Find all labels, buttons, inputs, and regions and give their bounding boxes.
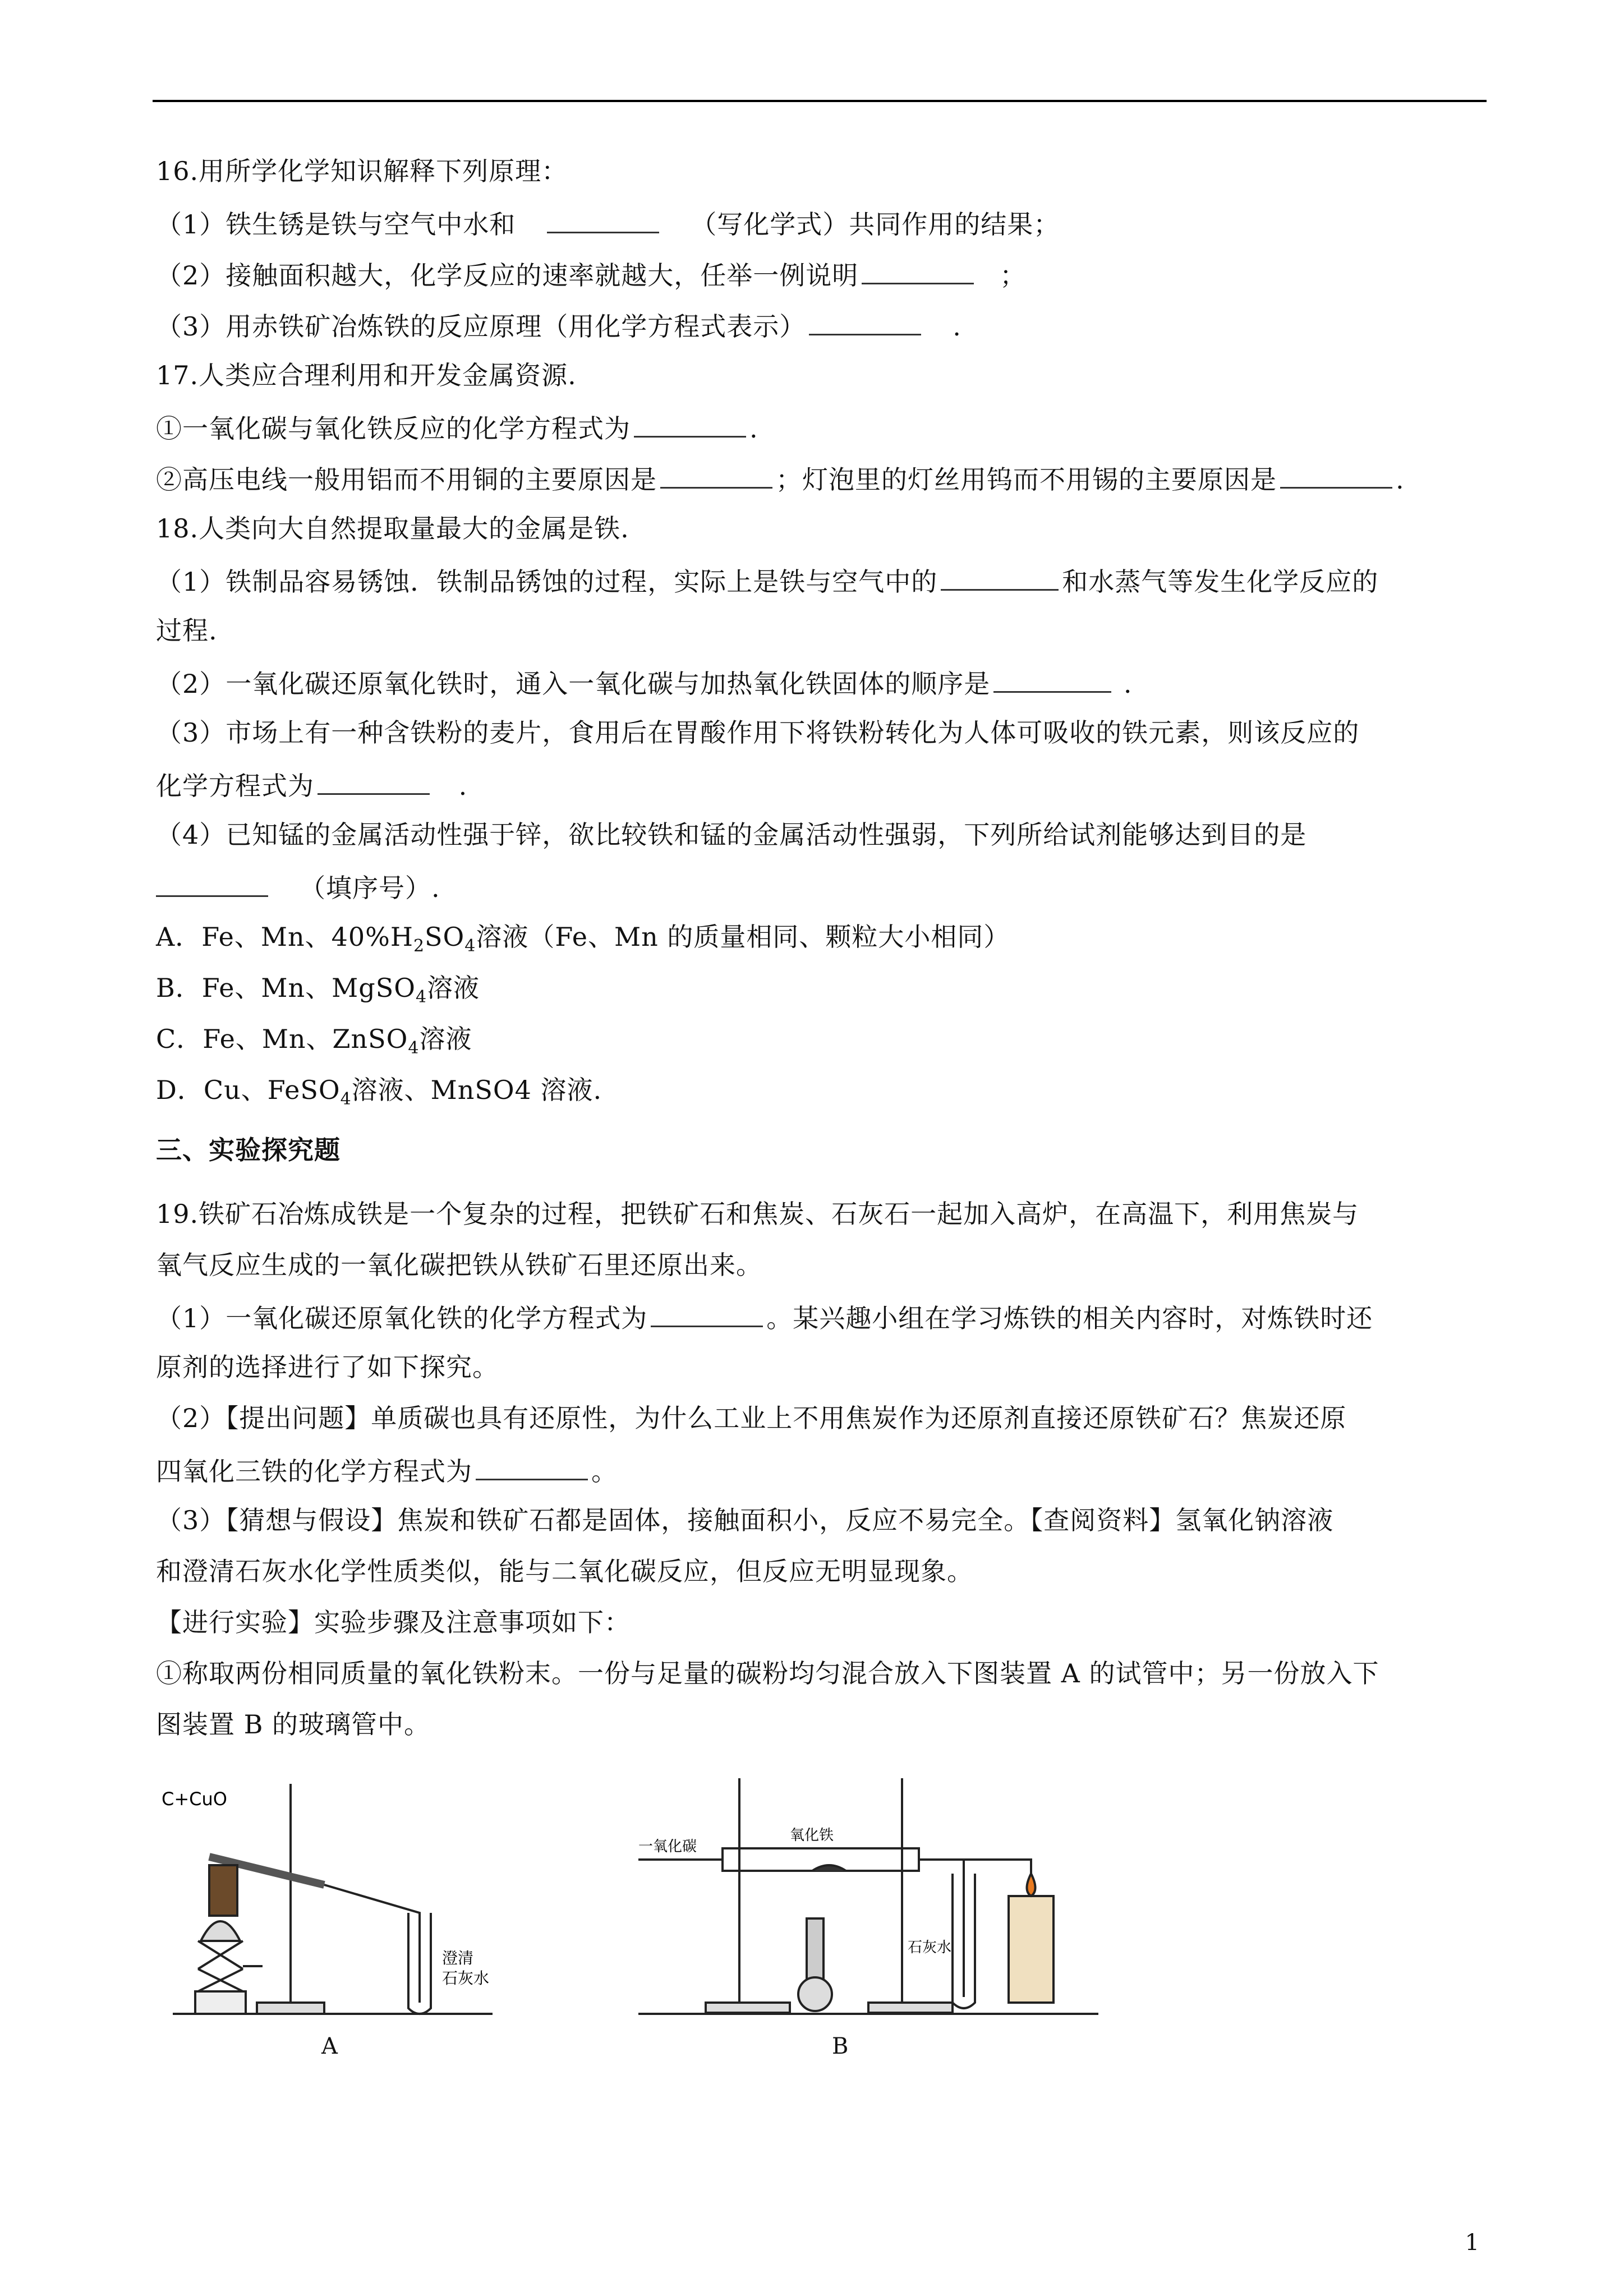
q16-part1: [156, 207, 1491, 240]
text: C．Fe、Mn、ZnSO: [156, 1024, 408, 1054]
q19-part1-cont: [156, 1352, 1491, 1382]
water-label-1: 澄清: [442, 1949, 474, 1967]
text: （3）用赤铁矿冶炼铁的反应原理（用化学方程式表示）: [156, 311, 806, 342]
q19-experiment: [156, 1607, 1491, 1637]
answer-blank[interactable]: [476, 1454, 588, 1480]
subscript: 2: [413, 936, 425, 956]
q19-part2-cont: [156, 1454, 1491, 1487]
answer-blank[interactable]: [1280, 462, 1392, 489]
text: 溶液: [427, 973, 480, 1003]
text: 溶液: [419, 1024, 472, 1054]
q19-step1: [156, 1658, 1491, 1688]
text: （1）铁生锈是铁与空气中水和: [156, 209, 516, 240]
q16-part2: [156, 258, 1491, 291]
text: SO: [425, 922, 465, 952]
q19-intro: [156, 1199, 1491, 1229]
solid-label: 氧化铁: [790, 1827, 834, 1844]
text: D．Cu、FeSO: [156, 1075, 341, 1105]
text: 图装置 B 的玻璃管中。: [156, 1709, 431, 1740]
text: 化学方程式为: [156, 771, 314, 801]
subscript: 4: [340, 1089, 352, 1110]
q18-part2: [156, 666, 1491, 697]
text: .: [1396, 464, 1405, 495]
text: B．Fe、Mn、MgSO: [156, 973, 416, 1003]
q19-part1: [156, 1301, 1491, 1331]
text: ；灯泡里的灯丝用钨而不用锡的主要原因是: [776, 464, 1277, 495]
option-d: [156, 1075, 1491, 1110]
text: .: [953, 311, 961, 342]
q18-part3-cont: [156, 769, 1491, 799]
text: （4）已知锰的金属活动性强于锌，欲比较铁和锰的金属活动性强弱，下列所给试剂能够达到目的是: [156, 820, 1307, 850]
text: ②高压电线一般用铝而不用铜的主要原因是: [156, 464, 657, 495]
text: （3）市场上有一种含铁粉的麦片，食用后在胃酸作用下将铁粉转化为人体可吸收的铁元素，则该反应的: [156, 717, 1360, 748]
q18-part1: [156, 564, 1491, 595]
text: 和水蒸气等发生化学反应的: [1062, 567, 1379, 597]
answer-blank[interactable]: [156, 871, 268, 897]
q18-part1-cont: [156, 615, 1491, 646]
option-c: [156, 1024, 1491, 1059]
figure-a-caption: A: [321, 2033, 338, 2059]
subscript: 4: [464, 936, 476, 956]
header-rule: [153, 100, 1487, 102]
water-label: 石灰水: [908, 1939, 952, 1956]
q19-step1-cont: [156, 1709, 1491, 1740]
q17-part2: [156, 462, 1491, 493]
text: （1）铁制品容易锈蚀．铁制品锈蚀的过程，实际上是铁与空气中的: [156, 567, 938, 597]
q16-part3: [156, 309, 1491, 342]
text: 氧气反应生成的一氧化碳把铁从铁矿石里还原出来。: [156, 1250, 762, 1280]
apparatus-b-drawing: [638, 1761, 1132, 2036]
water-label-2: 石灰水: [442, 1969, 490, 1987]
q19-part3: [156, 1505, 1491, 1535]
text: （2）接触面积越大，化学反应的速率就越大，任举一例说明: [156, 260, 859, 291]
text: 原剂的选择进行了如下探究。: [156, 1352, 499, 1382]
q19-intro-cont: [156, 1250, 1491, 1280]
q18-part3: [156, 717, 1491, 748]
text: ①称取两份相同质量的氧化铁粉末。一份与足量的碳粉均匀混合放入下图装置 A 的试管中；另一份放入下: [156, 1658, 1379, 1688]
answer-blank[interactable]: [634, 411, 746, 438]
document-body: [156, 156, 1491, 1760]
text: 三、实验探究题: [156, 1135, 341, 1165]
text: 溶液、MnSO4 溶液.: [351, 1075, 602, 1105]
apparatus-a-drawing: [156, 1773, 504, 2036]
gas-label: 一氧化碳: [638, 1838, 697, 1855]
text: （3）【猜想与假设】焦炭和铁矿石都是固体，接触面积小，反应不易完全。【查阅资料】氢氧化钠溶液: [156, 1505, 1334, 1535]
q18-part4: [156, 820, 1491, 850]
answer-blank[interactable]: [547, 207, 659, 233]
text: 和澄清石灰水化学性质类似，能与二氧化碳反应，但反应无明显现象。: [156, 1556, 973, 1586]
text: .: [450, 771, 468, 801]
text: （写化学式）共同作用的结果；: [691, 209, 1060, 240]
text: （2）一氧化碳还原氧化铁时，通入一氧化碳与加热氧化铁固体的顺序是: [156, 669, 991, 699]
q17-part1: [156, 411, 1491, 444]
text: .: [749, 413, 758, 444]
text: 。: [591, 1456, 618, 1487]
q18-part4-cont: [156, 871, 1491, 901]
option-b: [156, 973, 1491, 1007]
answer-blank[interactable]: [809, 309, 921, 335]
figure-b-caption: B: [832, 2033, 849, 2059]
section-heading: [156, 1135, 1491, 1165]
text: 19.铁矿石冶炼成铁是一个复杂的过程，把铁矿石和焦炭、石灰石一起加入高炉，在高温下，利用焦炭与: [156, 1199, 1359, 1229]
text: 四氧化三铁的化学方程式为: [156, 1456, 472, 1487]
text: （1）一氧化碳还原氧化铁的化学方程式为: [156, 1303, 648, 1333]
answer-blank[interactable]: [318, 769, 430, 795]
q17-title: [156, 360, 1491, 390]
page-number: 1: [1465, 2230, 1479, 2256]
answer-blank[interactable]: [993, 666, 1111, 693]
figures: [156, 1773, 1278, 2087]
option-a: [156, 922, 1491, 956]
text: 18.人类向大自然提取量最大的金属是铁.: [156, 513, 629, 544]
text: 17.人类应合理利用和开发金属资源.: [156, 360, 577, 390]
text: ①一氧化碳与氧化铁反应的化学方程式为: [156, 413, 631, 444]
figure-a: [156, 1773, 504, 2059]
subscript: 4: [415, 987, 427, 1007]
text: 16.用所学化学知识解释下列原理：: [156, 156, 568, 186]
text: A．Fe、Mn、40%H: [156, 922, 413, 952]
subscript: 4: [408, 1038, 420, 1059]
text: .: [1115, 669, 1133, 699]
q19-part3-cont: [156, 1556, 1491, 1586]
answer-blank[interactable]: [660, 462, 772, 489]
text: （2）【提出问题】单质碳也具有还原性，为什么工业上不用焦炭作为还原剂直接还原铁矿石？焦炭还原: [156, 1403, 1347, 1433]
q16-title: [156, 156, 1491, 186]
answer-blank[interactable]: [862, 258, 974, 284]
answer-blank[interactable]: [651, 1301, 763, 1327]
q18-title: [156, 513, 1491, 544]
text: 过程.: [156, 615, 218, 646]
figure-b: [638, 1761, 1132, 2059]
q19-part2: [156, 1403, 1491, 1433]
text: 。某兴趣小组在学习炼铁的相关内容时，对炼铁时还: [766, 1303, 1373, 1333]
text: （填序号）.: [300, 873, 440, 903]
text: 【进行实验】实验步骤及注意事项如下：: [156, 1607, 631, 1637]
text: 溶液（Fe、Mn 的质量相同、颗粒大小相同）: [476, 922, 1010, 952]
reagent-label: C+CuO: [162, 1788, 227, 1810]
text: ；: [1000, 260, 1027, 291]
answer-blank[interactable]: [941, 564, 1059, 591]
